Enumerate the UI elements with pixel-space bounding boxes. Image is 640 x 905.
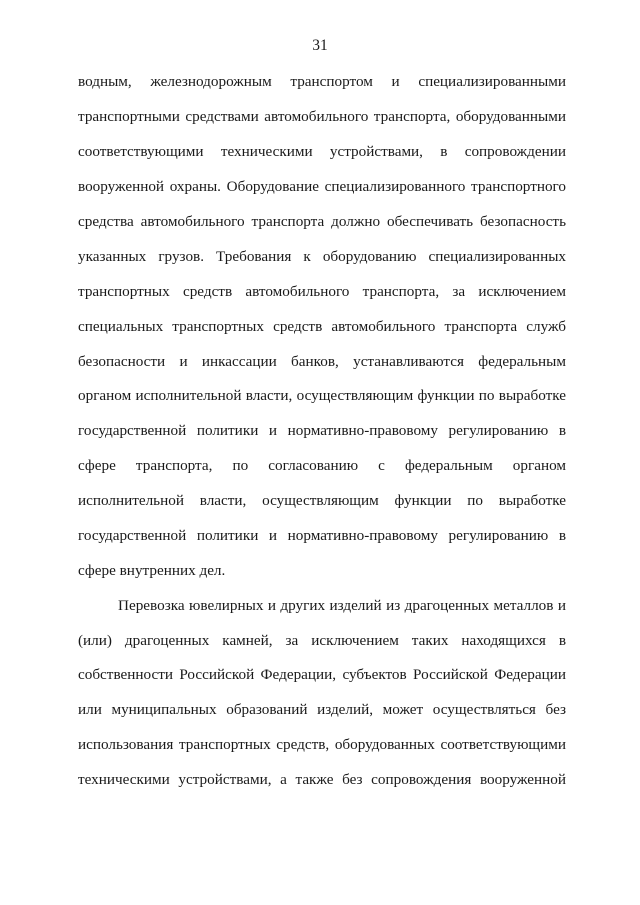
text-line: государственной политики и нормативно-правовому регулированию в: [78, 422, 566, 439]
text-line: транспортными средствами автомобильного транспорта, оборудованными: [78, 108, 566, 125]
text-line: сфере внутренних дел.: [78, 562, 226, 579]
text-line: или муниципальных образований изделий, может осуществляться без: [78, 701, 566, 718]
page-number: 31: [312, 37, 328, 54]
text-line: средства автомобильного транспорта должно обеспечивать безопасность: [78, 213, 566, 230]
text-line: органом исполнительной власти, осуществляющим функции по выработке: [78, 387, 566, 404]
text-line: водным, железнодорожным транспортом и специализированными: [78, 73, 566, 90]
text-line: безопасности и инкассации банков, устанавливаются федеральным: [78, 353, 566, 370]
text-line: исполнительной власти, осуществляющим функции по выработке: [78, 492, 566, 509]
text-line: специальных транспортных средств автомобильного транспорта служб: [78, 318, 566, 335]
text-line: (или) драгоценных камней, за исключением таких находящихся в: [78, 632, 566, 649]
text-line: вооруженной охраны. Оборудование специализированного транспортного: [78, 178, 566, 195]
text-line: транспортных средств автомобильного транспорта, за исключением: [78, 283, 566, 300]
text-line: собственности Российской Федерации, субъектов Российской Федерации: [78, 666, 566, 683]
text-line: использования транспортных средств, оборудованных соответствующими: [78, 736, 566, 753]
text-line: указанных грузов. Требования к оборудованию специализированных: [78, 248, 566, 265]
text-line: сфере транспорта, по согласованию с федеральным органом: [78, 457, 566, 474]
text-line: соответствующими техническими устройствами, в сопровождении: [78, 143, 566, 160]
text-line: техническими устройствами, а также без сопровождения вооруженной: [78, 771, 566, 788]
paragraph-first-line: Перевозка ювелирных и других изделий из драгоценных металлов и: [118, 597, 566, 614]
text-line: государственной политики и нормативно-правовому регулированию в: [78, 527, 566, 544]
